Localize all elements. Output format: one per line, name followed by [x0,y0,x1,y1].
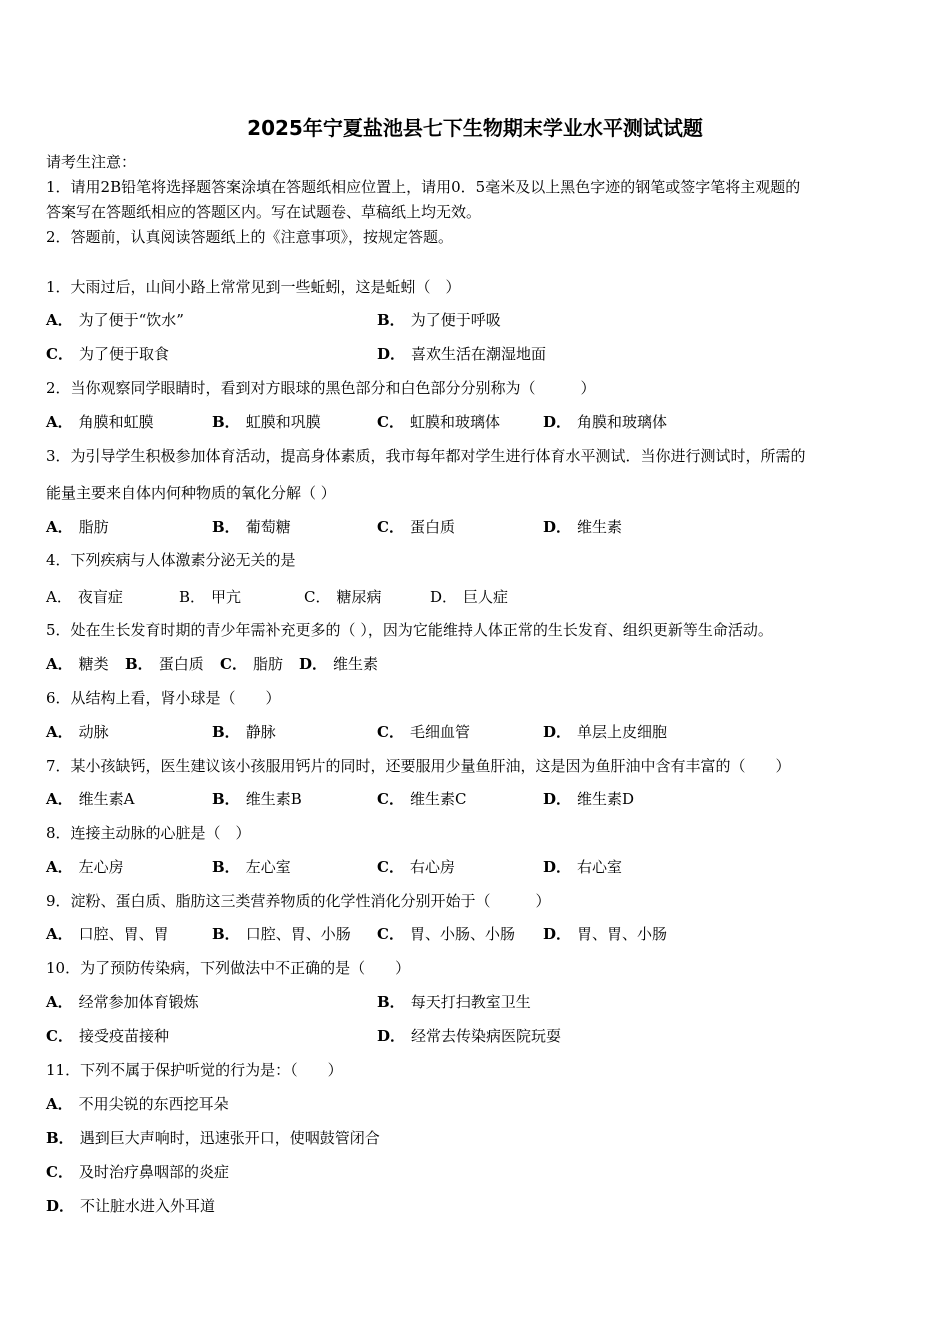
option-label: D． [46,1197,75,1215]
question-10-option-b[interactable] [377,992,531,1012]
question-7-option-d[interactable] [543,789,634,809]
option-label: A． [46,1095,73,1113]
question-4-option-b[interactable] [179,587,241,607]
question-7-stem: 7．某小孩缺钙，医生建议该小孩服用钙片的同时，还要服用少量鱼肝油，这是因为鱼肝油中含有丰富的（ ） [46,757,791,775]
option-label: B． [212,723,240,741]
question-5-option-a[interactable] [46,654,109,674]
question-5-stem: 5．处在生长发育时期的青少年需补充更多的（ ），因为它能维持人体正常的生长发育、组织更新等生命活动。 [46,621,773,639]
option-text: 左心室 [245,858,291,876]
page-title: 2025年宁夏盐池县七下生物期末学业水平测试试题 [247,116,703,140]
question-5-option-d[interactable] [299,654,378,674]
option-label: A． [46,655,73,673]
option-text: 虹膜和玻璃体 [409,413,500,431]
question-3-option-b[interactable] [212,517,291,537]
option-label: D． [377,1027,406,1045]
option-label: D． [543,925,572,943]
question-1-option-d[interactable] [377,344,546,364]
option-text: 糖类 [78,655,109,673]
option-label: C． [304,588,331,606]
option-text: 为了便于“饮水” [78,311,184,329]
option-text: 甲亢 [211,588,242,606]
option-text: 口腔、胃、胃 [78,925,169,943]
option-label: D． [543,790,572,808]
option-label: A． [46,311,73,329]
option-text: 角膜和虹膜 [78,413,154,431]
option-text: 左心房 [78,858,124,876]
option-text: 脂肪 [78,518,109,536]
option-label: D． [543,518,572,536]
question-11-option-b[interactable] [46,1128,380,1148]
option-text: 接受疫苗接种 [78,1027,169,1045]
option-text: 为了便于呼吸 [410,311,501,329]
option-text: 维生素D [577,790,635,808]
question-9-option-b[interactable] [212,924,351,944]
option-label: C． [46,1163,73,1181]
option-label: B． [212,925,240,943]
option-label: A． [46,723,73,741]
option-label: B． [377,311,405,329]
option-text: 毛细血管 [409,723,470,741]
question-9-stem: 9．淀粉、蛋白质、脂肪这三类营养物质的化学性消化分别开始于（ ） [46,892,551,910]
option-label: A． [46,858,73,876]
option-text: 为了便于取食 [78,345,169,363]
option-label: A． [46,588,72,606]
option-label: D． [543,413,572,431]
question-1-stem: 1．大雨过后，山间小路上常常见到一些蚯蚓，这是蚯蚓（ ） [46,278,461,296]
question-7-option-a[interactable] [46,789,134,809]
question-6-option-a[interactable] [46,722,109,742]
question-5-option-b[interactable] [125,654,204,674]
notice-line-3: 2．答题前，认真阅读答题纸上的《注意事项》，按规定答题。 [46,228,454,246]
option-label: A． [46,413,73,431]
option-label: A． [46,925,73,943]
question-5-option-c[interactable] [220,654,283,674]
option-text: 口腔、胃、小肠 [245,925,351,943]
option-text: 维生素A [78,790,135,808]
question-2-option-d[interactable] [543,412,667,432]
question-2-option-a[interactable] [46,412,154,432]
option-text: 不让脏水进入外耳道 [80,1197,216,1215]
option-text: 每天打扫教室卫生 [410,993,531,1011]
option-label: B． [212,858,240,876]
option-label: D． [543,723,572,741]
option-label: C． [46,1027,73,1045]
question-10-stem: 10．为了预防传染病，下列做法中不正确的是（ ） [46,959,411,977]
question-4-option-a[interactable] [46,587,123,607]
question-6-option-b[interactable] [212,722,276,742]
question-7-option-b[interactable] [212,789,302,809]
option-text: 脂肪 [252,655,283,673]
option-label: D． [299,655,328,673]
option-label: C． [220,655,247,673]
question-8-option-c[interactable] [377,857,455,877]
option-text: 经常去传染病医院玩耍 [411,1027,562,1045]
option-label: B． [46,1129,74,1147]
option-label: C． [377,925,404,943]
question-3-option-a[interactable] [46,517,109,537]
question-10-option-a[interactable] [46,992,199,1012]
notice-heading: 请考生注意： [46,153,137,171]
option-label: C． [46,345,73,363]
option-label: B． [212,413,240,431]
question-8-stem: 8．连接主动脉的心脏是（ ） [46,824,251,842]
option-label: B． [212,518,240,536]
option-text: 夜盲症 [77,588,123,606]
question-6-stem: 6．从结构上看，肾小球是（ ） [46,689,281,707]
option-label: C． [377,518,404,536]
option-label: C． [377,858,404,876]
question-3-option-d[interactable] [543,517,622,537]
option-text: 葡萄糖 [245,518,291,536]
option-label: C． [377,790,404,808]
option-text: 右心室 [577,858,623,876]
option-text: 喜欢生活在潮湿地面 [411,345,547,363]
option-text: 经常参加体育锻炼 [78,993,199,1011]
option-text: 胃、小肠、小肠 [409,925,515,943]
option-label: B． [125,655,153,673]
option-label: A． [46,993,73,1011]
question-2-stem: 2．当你观察同学眼睛时，看到对方眼球的黑色部分和白色部分分别称为（ ） [46,379,596,397]
question-9-option-a[interactable] [46,924,169,944]
question-1-option-a[interactable] [46,310,184,330]
notice-line-2: 答案写在答题纸相应的答题区内。写在试题卷、草稿纸上均无效。 [46,203,482,221]
question-11-stem: 11．下列不属于保护听觉的行为是：（ ） [46,1061,343,1079]
question-10-option-c[interactable] [46,1026,169,1046]
question-8-option-d[interactable] [543,857,622,877]
option-text: 蛋白质 [409,518,455,536]
question-4-option-c[interactable] [304,587,382,607]
question-6-option-c[interactable] [377,722,470,742]
question-7-option-c[interactable] [377,789,466,809]
question-3-option-c[interactable] [377,517,455,537]
option-text: 角膜和玻璃体 [577,413,668,431]
question-2-option-c[interactable] [377,412,500,432]
option-text: 虹膜和巩膜 [245,413,321,431]
notice-line-1: 1．请用2B铅笔将选择题答案涂填在答题纸相应位置上，请用0．5毫米及以上黑色字迹的钢笔或签字笔将主观题的 [46,178,801,196]
option-label: D． [377,345,406,363]
question-11-option-d[interactable] [46,1196,215,1216]
option-text: 巨人症 [463,588,509,606]
question-4-option-d[interactable] [430,587,508,607]
question-8-option-b[interactable] [212,857,291,877]
option-text: 维生素 [333,655,379,673]
option-text: 维生素C [409,790,467,808]
option-text: 静脉 [245,723,276,741]
option-text: 蛋白质 [158,655,204,673]
question-11-option-c[interactable] [46,1162,229,1182]
question-9-option-c[interactable] [377,924,515,944]
option-text: 维生素 [577,518,623,536]
option-label: A． [46,518,73,536]
question-2-option-b[interactable] [212,412,321,432]
option-text: 糖尿病 [336,588,382,606]
question-4-stem: 4．下列疾病与人体激素分泌无关的是 [46,551,296,569]
option-text: 维生素B [245,790,302,808]
option-label: C． [377,723,404,741]
option-label: B． [212,790,240,808]
option-label: D． [430,588,458,606]
option-text: 单层上皮细胞 [577,723,668,741]
option-label: B． [179,588,206,606]
question-3-stem-cont: 能量主要来自体内何种物质的氧化分解（ ） [46,484,336,502]
option-label: B． [377,993,405,1011]
question-1-option-c[interactable] [46,344,169,364]
option-label: C． [377,413,404,431]
option-text: 遇到巨大声响时，迅速张开口，使咽鼓管闭合 [79,1129,380,1147]
question-8-option-a[interactable] [46,857,124,877]
question-10-option-d[interactable] [377,1026,561,1046]
option-text: 及时治疗鼻咽部的炎症 [78,1163,229,1181]
option-text: 胃、胃、小肠 [577,925,668,943]
option-text: 动脉 [78,723,109,741]
question-11-option-a[interactable] [46,1094,229,1114]
option-label: D． [543,858,572,876]
question-6-option-d[interactable] [543,722,667,742]
option-label: A． [46,790,73,808]
option-text: 不用尖锐的东西挖耳朵 [78,1095,229,1113]
option-text: 右心房 [409,858,455,876]
question-1-option-b[interactable] [377,310,501,330]
question-9-option-d[interactable] [543,924,667,944]
question-3-stem: 3．为引导学生积极参加体育活动，提高身体素质，我市每年都对学生进行体育水平测试．当你进行测试时，所需的 [46,447,806,465]
